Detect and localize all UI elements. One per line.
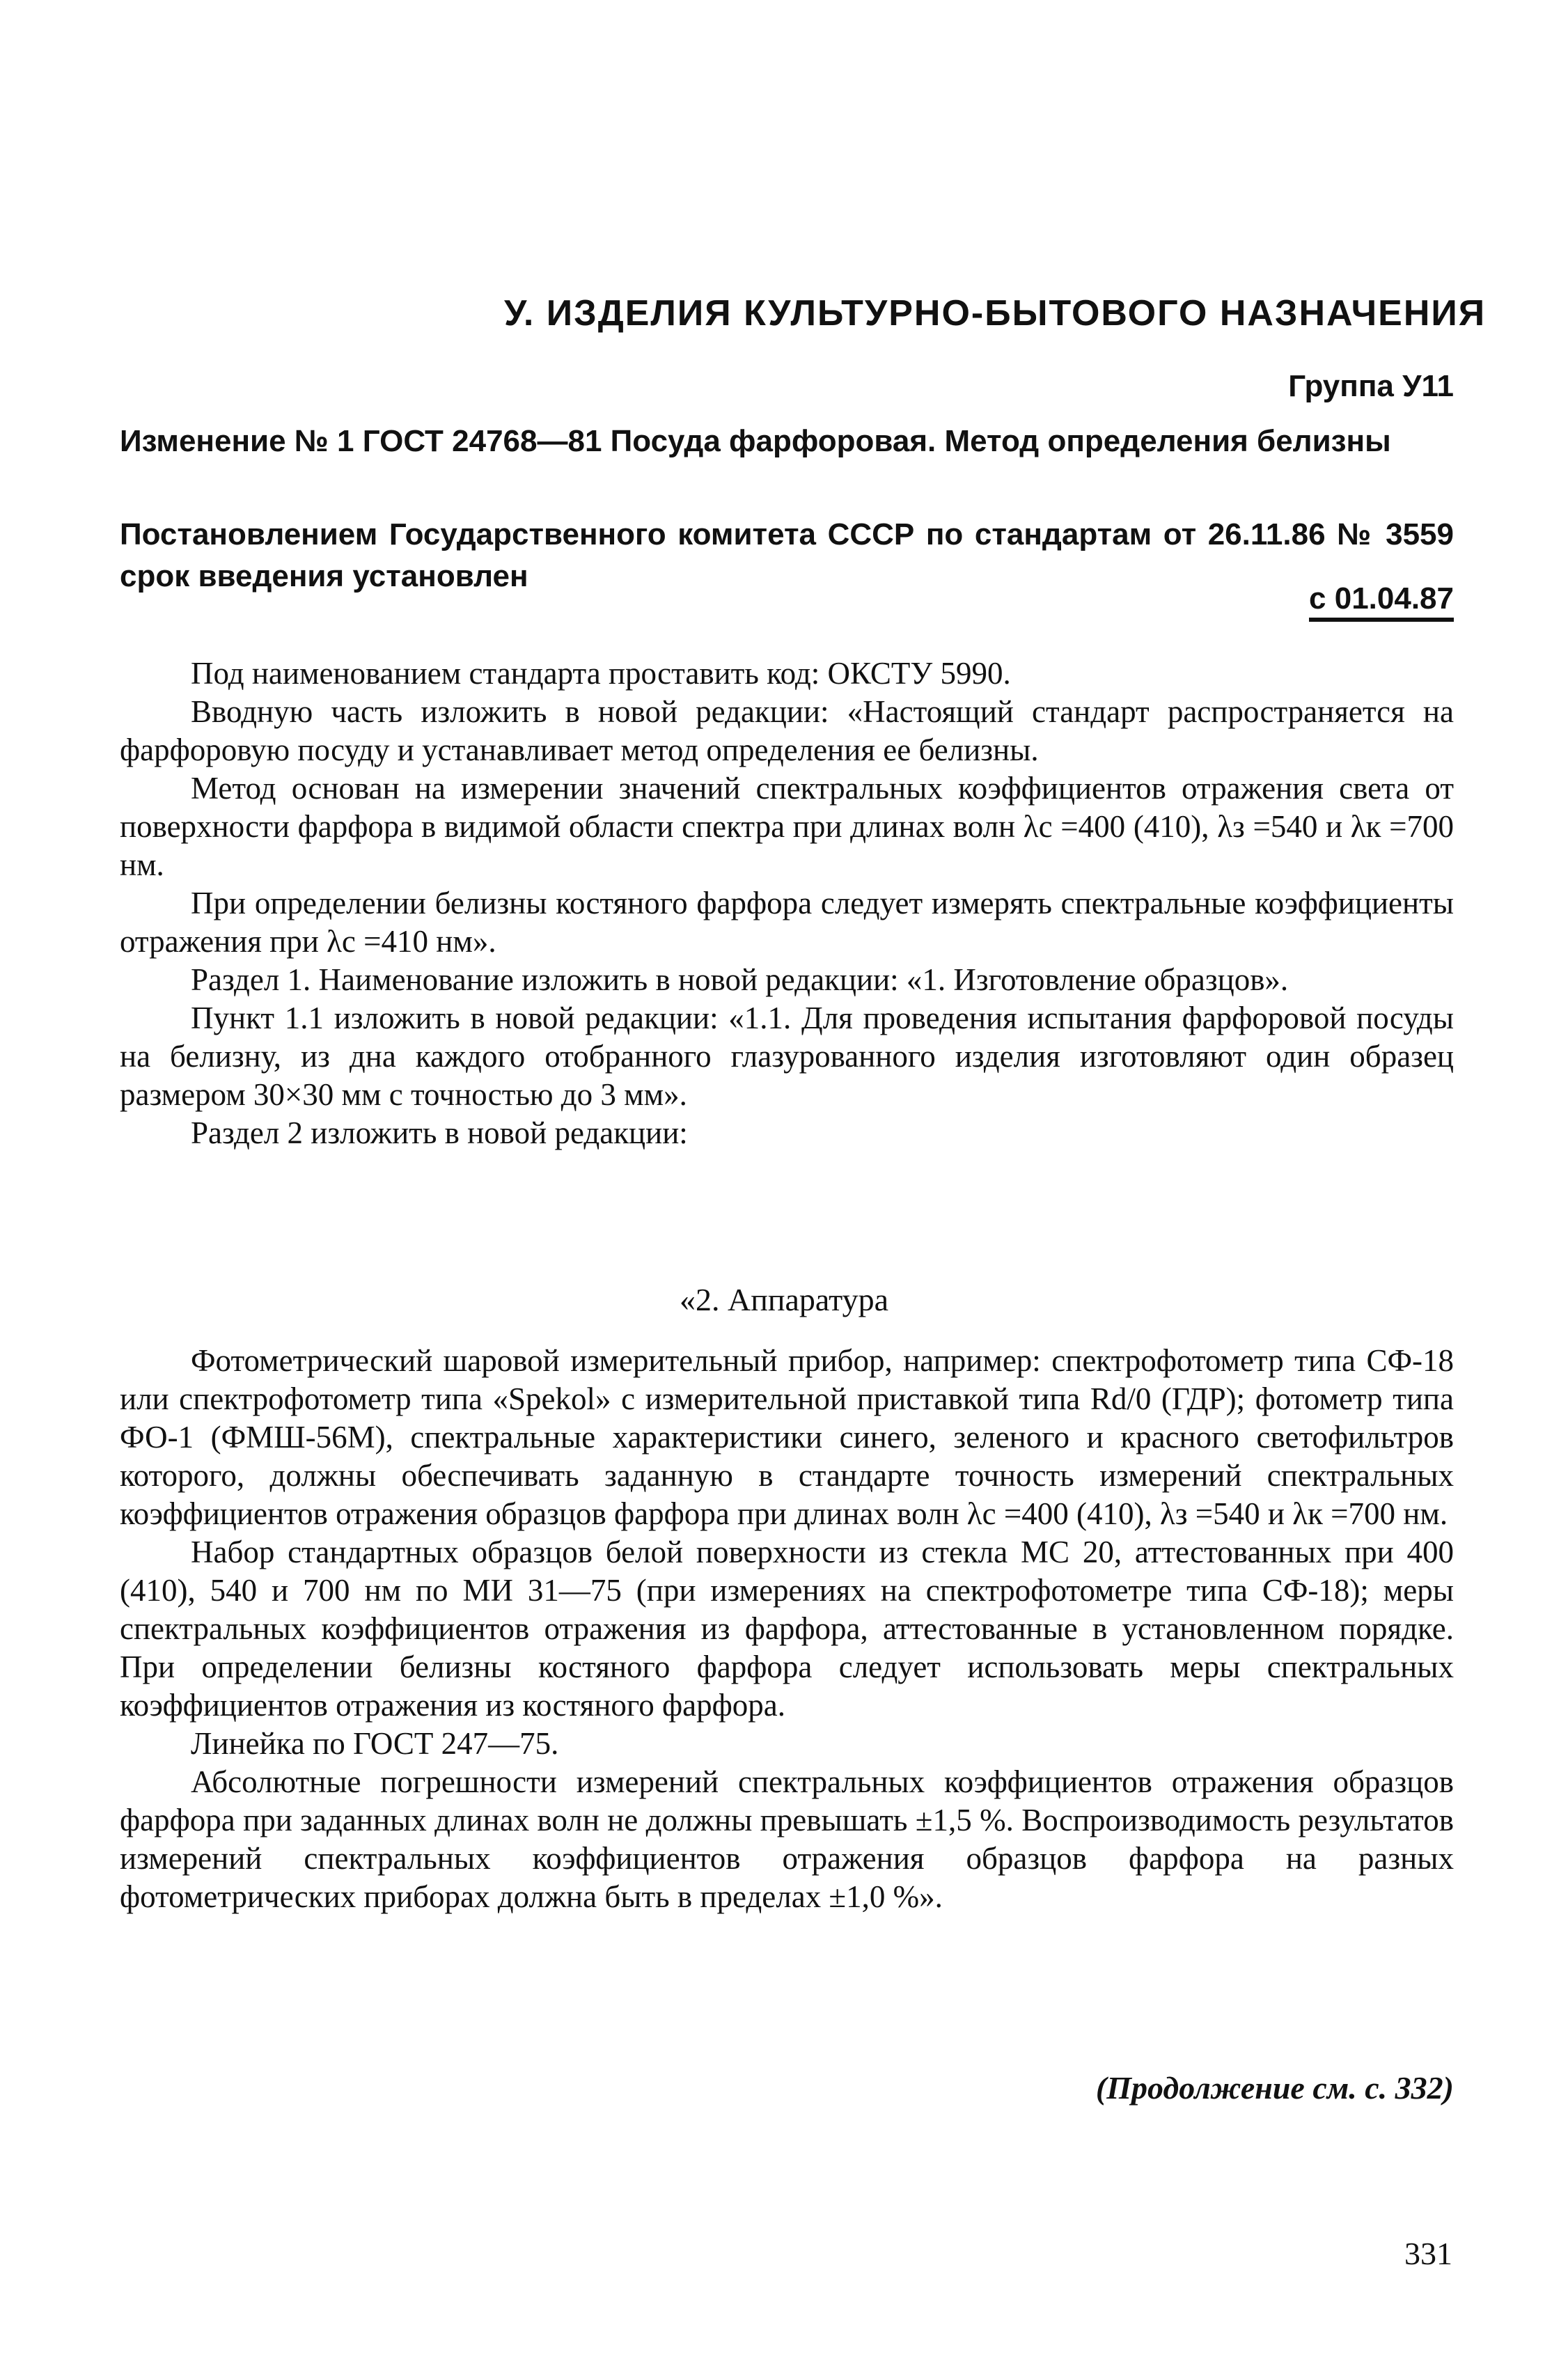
paragraph: Раздел 1. Наименование изложить в новой редакции: «1. Изготовление образцов».	[191, 962, 1289, 997]
group-label: Группа У11	[1288, 369, 1454, 403]
section-2-body	[120, 1342, 1454, 1916]
resolution-text: Постановлением Государственного комитета СССР по стандартам от 26.11.86 № 3559 срок введения установлен	[120, 517, 1454, 593]
paragraph: Фотометрический шаровой измерительный прибор, например: спектрофотометр типа СФ-18 или спектрофотометр типа «Spekol» с измерительной приставкой типа Rd/0 (ГДР); фотометр типа ФО-1 (ФМШ-56М), спектральные характеристики синего, зеленого и красного светофильтров которого, должны обеспечивать заданную в стандарте точность измерений спектральных коэффициентов отражения образцов фарфора при длинах волн λс =400 (410), λз =540 и λк =700 нм.	[120, 1343, 1454, 1531]
amendment-body	[120, 655, 1454, 1152]
paragraph: Линейка по ГОСТ 247—75.	[191, 1726, 559, 1761]
paragraph: Раздел 2 изложить в новой редакции:	[191, 1115, 688, 1150]
section-title: У. ИЗДЕЛИЯ КУЛЬТУРНО-БЫТОВОГО НАЗНАЧЕНИЯ	[504, 293, 1487, 334]
paragraph: При определении белизны костяного фарфора следует измерять спектральные коэффициенты отражения при λс =410 нм».	[120, 886, 1454, 959]
paragraph: Вводную часть изложить в новой редакции: «Настоящий стандарт распространяется на фарфоровую посуду и устанавливает метод определения ее белизны.	[120, 694, 1454, 767]
section-2-heading: «2. Аппаратура	[679, 1282, 888, 1317]
paragraph: Под наименованием стандарта проставить код: ОКСТУ 5990.	[191, 656, 1011, 691]
paragraph: Метод основан на измерении значений спектральных коэффициентов отражения света от поверхности фарфора в видимой области спектра при длинах волн λс =400 (410), λз =540 и λк =700 нм.	[120, 771, 1454, 882]
amendment-title: Изменение № 1 ГОСТ 24768—81 Посуда фарфоровая. Метод определения белизны	[120, 424, 1391, 458]
effective-date: с 01.04.87	[1309, 581, 1454, 622]
continuation-note: (Продолжение см. с. 332)	[1095, 2070, 1454, 2106]
paragraph: Абсолютные погрешности измерений спектральных коэффициентов отражения образцов фарфора при заданных длинах волн не должны превышать ±1,5 %. Воспроизводимость результатов измерений спектральных коэффициентов отражения образцов фарфора на разных фотометрических приборах должна быть в пределах ±1,0 %».	[120, 1764, 1454, 1914]
paragraph: Набор стандартных образцов белой поверхности из стекла МС 20, аттестованных при 400 (410), 540 и 700 нм по МИ 31—75 (при измерениях на спектрофотометре типа СФ-18); меры спектральных коэффициентов отражения из фарфора, аттестованные в установленном порядке. При определении белизны костяного фарфора следует использовать меры спектральных коэффициентов отражения из костяного фарфора.	[120, 1535, 1454, 1723]
paragraph: Пункт 1.1 изложить в новой редакции: «1.1. Для проведения испытания фарфоровой посуды на белизну, из дна каждого отобранного глазурованного изделия изготовляют один образец размером 30×30 мм с точностью до 3 мм».	[120, 1001, 1454, 1112]
page-number: 331	[1404, 2236, 1452, 2271]
